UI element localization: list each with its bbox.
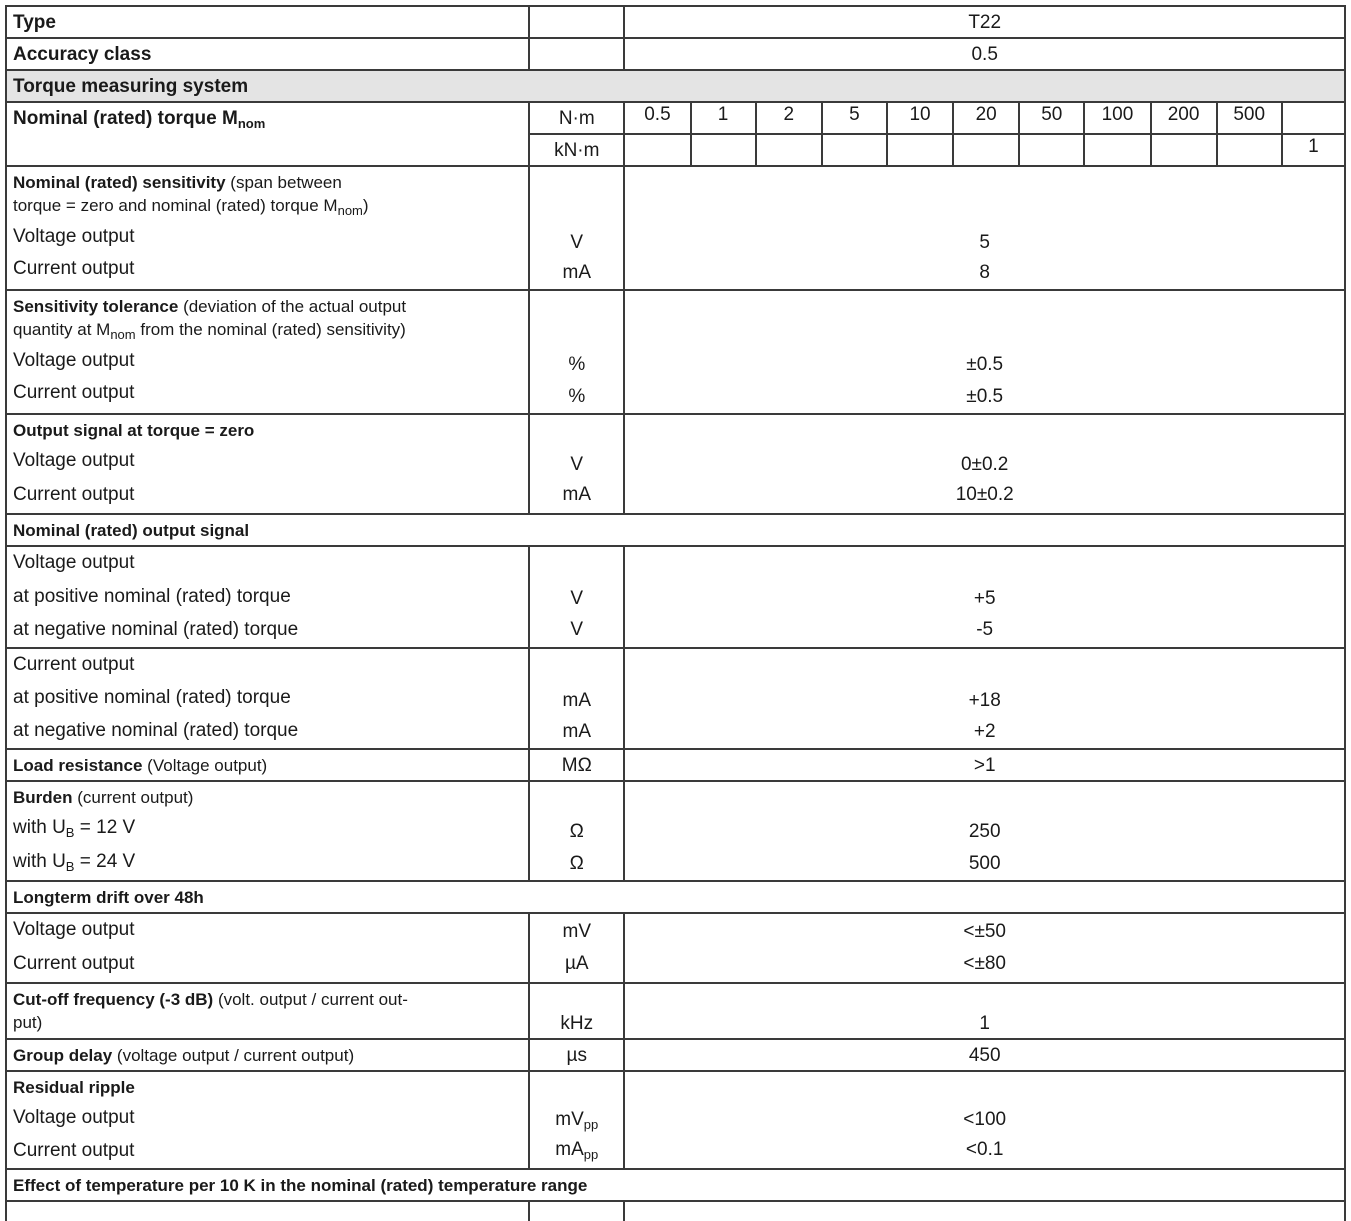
- burden-12v-value: 250: [968, 821, 1001, 842]
- nominal-output-title: Nominal (rated) output signal: [6, 514, 1345, 546]
- tolerance-title: Sensitivity tolerance (deviation of the actual output: [13, 297, 407, 316]
- temperature-partial-label: [6, 1201, 529, 1221]
- type-row: [6, 6, 1345, 38]
- drift-voltage-value: <±50: [963, 921, 1007, 942]
- type-unit-cell: [529, 6, 624, 38]
- sensitivity-voltage-unit: V: [570, 232, 584, 253]
- ripple-voltage-label: Voltage output: [13, 1107, 135, 1128]
- ripple-title: Residual ripple: [13, 1078, 135, 1097]
- temperature-partial-value: [624, 1201, 1345, 1221]
- torque-value: 1: [691, 102, 756, 134]
- ripple-values: [624, 1071, 1345, 1169]
- accuracy-label: Accuracy class: [6, 38, 529, 70]
- empty-cell: [822, 134, 887, 166]
- burden-24v-unit: Ω: [569, 853, 584, 874]
- tolerance-desc: quantity at $M_{nom}$ from the nominal (rated) sensitivity): [13, 320, 406, 342]
- nominal-voltage-neg-unit: V: [570, 619, 584, 640]
- drift-label-cell: [6, 913, 529, 983]
- empty-cell: [1151, 134, 1217, 166]
- zero-signal-row: [6, 414, 1345, 514]
- nominal-voltage-values: [624, 546, 1345, 648]
- unit-nm: N·m: [529, 102, 624, 134]
- zero-voltage-unit: V: [570, 454, 584, 475]
- section-title: Torque measuring system: [6, 70, 1345, 102]
- ripple-row: [6, 1071, 1345, 1169]
- sensitivity-units: [529, 166, 624, 290]
- nominal-current-neg-value: +2: [973, 721, 996, 742]
- drift-voltage-unit: mV: [562, 921, 592, 942]
- nominal-voltage-label: Voltage output: [13, 552, 135, 573]
- cutoff-row: [6, 983, 1345, 1039]
- drift-values: [624, 913, 1345, 983]
- temperature-partial-row: [6, 1201, 1345, 1221]
- burden-24v-label: with $U_B = 24$ V: [13, 851, 136, 874]
- nominal-voltage-pos-label: at positive nominal (rated) torque: [13, 586, 291, 607]
- torque-value: 10: [887, 102, 953, 134]
- zero-signal-units: [529, 414, 624, 514]
- nominal-current-pos-label: at positive nominal (rated) torque: [13, 687, 291, 708]
- burden-24v-value: 500: [968, 853, 1001, 874]
- cutoff-desc: put): [13, 1013, 43, 1032]
- load-resistance-label: Load resistance (Voltage output): [6, 749, 529, 781]
- group-delay-row: [6, 1039, 1345, 1071]
- type-label: Type: [6, 6, 529, 38]
- burden-title: Burden (current output): [13, 788, 194, 807]
- nominal-voltage-neg-label: at negative nominal (rated) torque: [13, 619, 299, 640]
- sensitivity-current-value: 8: [979, 262, 990, 283]
- nominal-current-values: [624, 648, 1345, 749]
- tolerance-label-cell: [6, 290, 529, 414]
- cutoff-unit-cell: [529, 983, 624, 1039]
- ripple-voltage-unit: $mV_{pp}$: [555, 1109, 599, 1132]
- tolerance-values: [624, 290, 1345, 414]
- nominal-current-label: Current output: [13, 654, 135, 675]
- nominal-current-pos-unit: mA: [562, 690, 592, 711]
- nominal-current-label-cell: [6, 648, 529, 749]
- burden-label-cell: [6, 781, 529, 881]
- torque-value: 200: [1151, 102, 1217, 134]
- drift-current-unit: µA: [564, 953, 589, 974]
- nominal-torque-row: [6, 102, 1345, 134]
- nominal-current-neg-unit: mA: [562, 721, 592, 742]
- group-delay-label: Group delay (voltage output / current output): [6, 1039, 529, 1071]
- tolerance-voltage-unit: %: [568, 354, 586, 375]
- ripple-label-cell: [6, 1071, 529, 1169]
- burden-units: [529, 781, 624, 881]
- torque-value: 2: [756, 102, 822, 134]
- zero-signal-label-cell: [6, 414, 529, 514]
- drift-title-row: [6, 881, 1345, 913]
- load-resistance-row: [6, 749, 1345, 781]
- cutoff-label-cell: [6, 983, 529, 1039]
- torque-value: 100: [1084, 102, 1150, 134]
- zero-current-value: 10±0.2: [955, 484, 1014, 505]
- burden-12v-label: with $U_B = 12$ V: [13, 817, 136, 840]
- cutoff-unit: kHz: [560, 1013, 594, 1034]
- zero-current-label: Current output: [13, 484, 135, 505]
- nominal-voltage-neg-value: -5: [976, 619, 994, 640]
- burden-row: [6, 781, 1345, 881]
- torque-knm-value: 1: [1282, 134, 1345, 166]
- section-row: [6, 70, 1345, 102]
- tolerance-units: [529, 290, 624, 414]
- sensitivity-desc: torque = zero and nominal (rated) torque $M_{nom}$): [13, 196, 369, 218]
- tolerance-current-value: ±0.5: [966, 386, 1004, 407]
- tolerance-current-unit: %: [568, 386, 586, 407]
- unit-knm: kN·m: [529, 134, 624, 166]
- torque-value: 5: [822, 102, 887, 134]
- tolerance-row: [6, 290, 1345, 414]
- empty-cell: [624, 134, 690, 166]
- spec-sheet: [5, 5, 1346, 1221]
- cutoff-value: 1: [979, 1013, 990, 1034]
- nominal-torque-label: Nominal (rated) torque $M_{nom}$: [6, 102, 529, 166]
- zero-signal-title: Output signal at torque = zero: [13, 421, 255, 440]
- type-value: T22: [624, 6, 1345, 38]
- accuracy-unit-cell: [529, 38, 624, 70]
- group-delay-value: 450: [624, 1039, 1345, 1071]
- tolerance-voltage-value: ±0.5: [966, 354, 1004, 375]
- nominal-output-voltage-row: [6, 546, 1345, 648]
- zero-current-unit: mA: [562, 484, 592, 505]
- spec-table: [5, 5, 1346, 1221]
- nominal-voltage-units: [529, 546, 624, 648]
- zero-signal-values: [624, 414, 1345, 514]
- empty-cell: [1019, 134, 1084, 166]
- ripple-units: [529, 1071, 624, 1169]
- drift-units: [529, 913, 624, 983]
- drift-title: Longterm drift over 48h: [6, 881, 1345, 913]
- ripple-current-value: <0.1: [965, 1139, 1004, 1160]
- nominal-output-current-row: [6, 648, 1345, 749]
- torque-value: 500: [1217, 102, 1282, 134]
- empty-cell: [1217, 134, 1282, 166]
- nominal-voltage-pos-value: +5: [973, 588, 996, 609]
- sensitivity-voltage-value: 5: [979, 232, 990, 253]
- sensitivity-current-unit: mA: [562, 262, 592, 283]
- drift-current-label: Current output: [13, 953, 135, 974]
- nominal-voltage-pos-unit: V: [570, 588, 584, 609]
- burden-12v-unit: Ω: [569, 821, 584, 842]
- drift-current-value: <±80: [963, 953, 1007, 974]
- ripple-current-unit: $mA_{pp}$: [555, 1139, 599, 1162]
- cutoff-value-cell: [624, 983, 1345, 1039]
- zero-voltage-label: Voltage output: [13, 450, 135, 471]
- group-delay-unit: µs: [529, 1039, 624, 1071]
- empty-cell: [756, 134, 822, 166]
- ripple-voltage-value: <100: [963, 1109, 1007, 1130]
- torque-value: 20: [953, 102, 1019, 134]
- load-resistance-unit: MΩ: [529, 749, 624, 781]
- nominal-output-title-row: [6, 514, 1345, 546]
- cutoff-title: Cut-off frequency (-3 dB) (volt. output / current out-: [13, 990, 408, 1009]
- drift-row: [6, 913, 1345, 983]
- temperature-title: Effect of temperature per 10 K in the nominal (rated) temperature range: [6, 1169, 1345, 1201]
- burden-values: [624, 781, 1345, 881]
- tolerance-current-label: Current output: [13, 382, 135, 403]
- drift-voltage-label: Voltage output: [13, 919, 135, 940]
- sensitivity-voltage-label: Voltage output: [13, 226, 135, 247]
- sensitivity-title: Nominal (rated) sensitivity (span between: [13, 173, 342, 192]
- empty-cell: [1084, 134, 1150, 166]
- empty-cell: [887, 134, 953, 166]
- sensitivity-values: [624, 166, 1345, 290]
- accuracy-row: [6, 38, 1345, 70]
- torque-empty-cell: [1282, 102, 1345, 134]
- zero-voltage-value: 0±0.2: [960, 454, 1009, 475]
- nominal-current-units: [529, 648, 624, 749]
- sensitivity-row: [6, 166, 1345, 290]
- temperature-partial-unit: [529, 1201, 624, 1221]
- empty-cell: [691, 134, 756, 166]
- sensitivity-label-cell: [6, 166, 529, 290]
- nominal-voltage-label-cell: [6, 546, 529, 648]
- load-resistance-value: >1: [624, 749, 1345, 781]
- torque-value: 50: [1019, 102, 1084, 134]
- empty-cell: [953, 134, 1019, 166]
- nominal-current-neg-label: at negative nominal (rated) torque: [13, 720, 299, 741]
- temperature-title-row: [6, 1169, 1345, 1201]
- sensitivity-current-label: Current output: [13, 258, 135, 279]
- tolerance-voltage-label: Voltage output: [13, 350, 135, 371]
- accuracy-value: 0.5: [624, 38, 1345, 70]
- torque-value: 0.5: [624, 102, 690, 134]
- nominal-current-pos-value: +18: [968, 690, 1001, 711]
- ripple-current-label: Current output: [13, 1140, 135, 1161]
